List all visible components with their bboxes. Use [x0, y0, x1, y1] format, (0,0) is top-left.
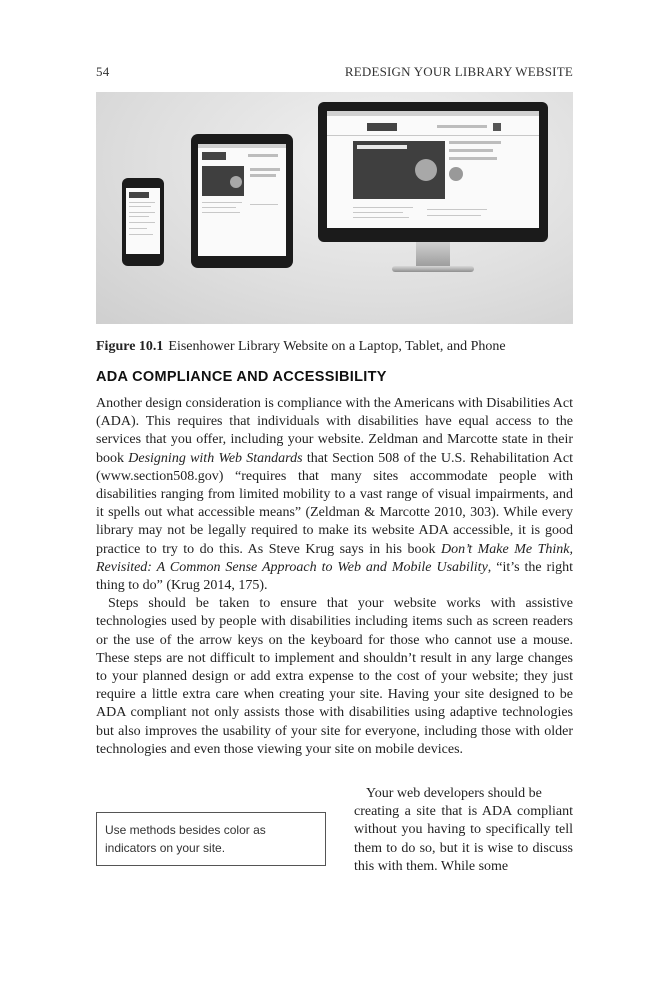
- paragraph-3-first-line: Your web developers should be: [366, 786, 542, 801]
- monitor-stand: [416, 242, 450, 268]
- paragraph-1-part-c: , “it’s the right thing to do” (Krug 2014, 175).: [96, 559, 573, 594]
- paragraph-2: Steps should be taken to ensure that your website works with assistive technologies used by people with disabilities including items such as screen readers or the use of the arrow keys on the keyboard for those who cannot use a mouse. These steps are not difficult to implement and shouldn’t result in any large changes to your planned design or add extra expense to the cost of your website; they just require a little extra care when creating your site. Having your site designed to be ADA compliant not only assists those with disabilities using adaptive technologies but also improves the usability of your site for everyone, including those with older technologies and even those viewing your site on mobile devices.: [96, 596, 573, 757]
- tip-box: Use methods besides color as indicators on your site.: [96, 812, 326, 866]
- book-title-designing-with-web-standards: Designing with Web Standards: [128, 450, 303, 466]
- monitor-device: [318, 102, 548, 242]
- figure-caption-text: Eisenhower Library Website on a Laptop, Tablet, and Phone: [168, 339, 506, 354]
- page-number: 54: [96, 64, 110, 79]
- running-title: REDESIGN YOUR LIBRARY WEBSITE: [344, 64, 573, 79]
- book-title-dont-make-me-think: Don’t Make Me Think, Revisited: A Common Sense Approach to Web and Mobile Usability: [96, 541, 573, 575]
- monitor-base: [392, 266, 474, 272]
- figure-image: [96, 92, 573, 324]
- figure-caption: [96, 338, 573, 356]
- section-heading: ADA COMPLIANCE AND ACCESSIBILITY: [96, 369, 387, 385]
- paragraph-1-part-b: that Section 508 of the U.S. Rehabilitation Act (www.section508.gov) “requires that many sites accommodate people with disabilities ranging from limited mobility to a vast range of visual impairments, and it spells out what accessible means” (Zeldman & Marcotte 2010, 303). While every library may not be legally required to make its website ADA accessible, it is good practice to try to do this. As Steve Krug says in his book: [96, 450, 574, 557]
- tablet-device: [191, 134, 293, 268]
- phone-device: [122, 178, 164, 266]
- paragraph-3-column: creating a site that is ADA compliant without you having to specifically tell them to do so, but it is wise to discuss this with them. While some: [354, 804, 573, 874]
- paragraph-1-part-a: Another design consideration is compliance with the Americans with Disabilities Act (ADA). This requires that individuals with disabilities have equal access to the services that you offer, including your website. Zeldman and Marcotte state in their book: [96, 396, 573, 466]
- figure-label: Figure 10.1: [96, 339, 164, 354]
- running-head: [96, 64, 573, 84]
- body-text: [96, 395, 573, 759]
- paragraph-1: [96, 395, 573, 595]
